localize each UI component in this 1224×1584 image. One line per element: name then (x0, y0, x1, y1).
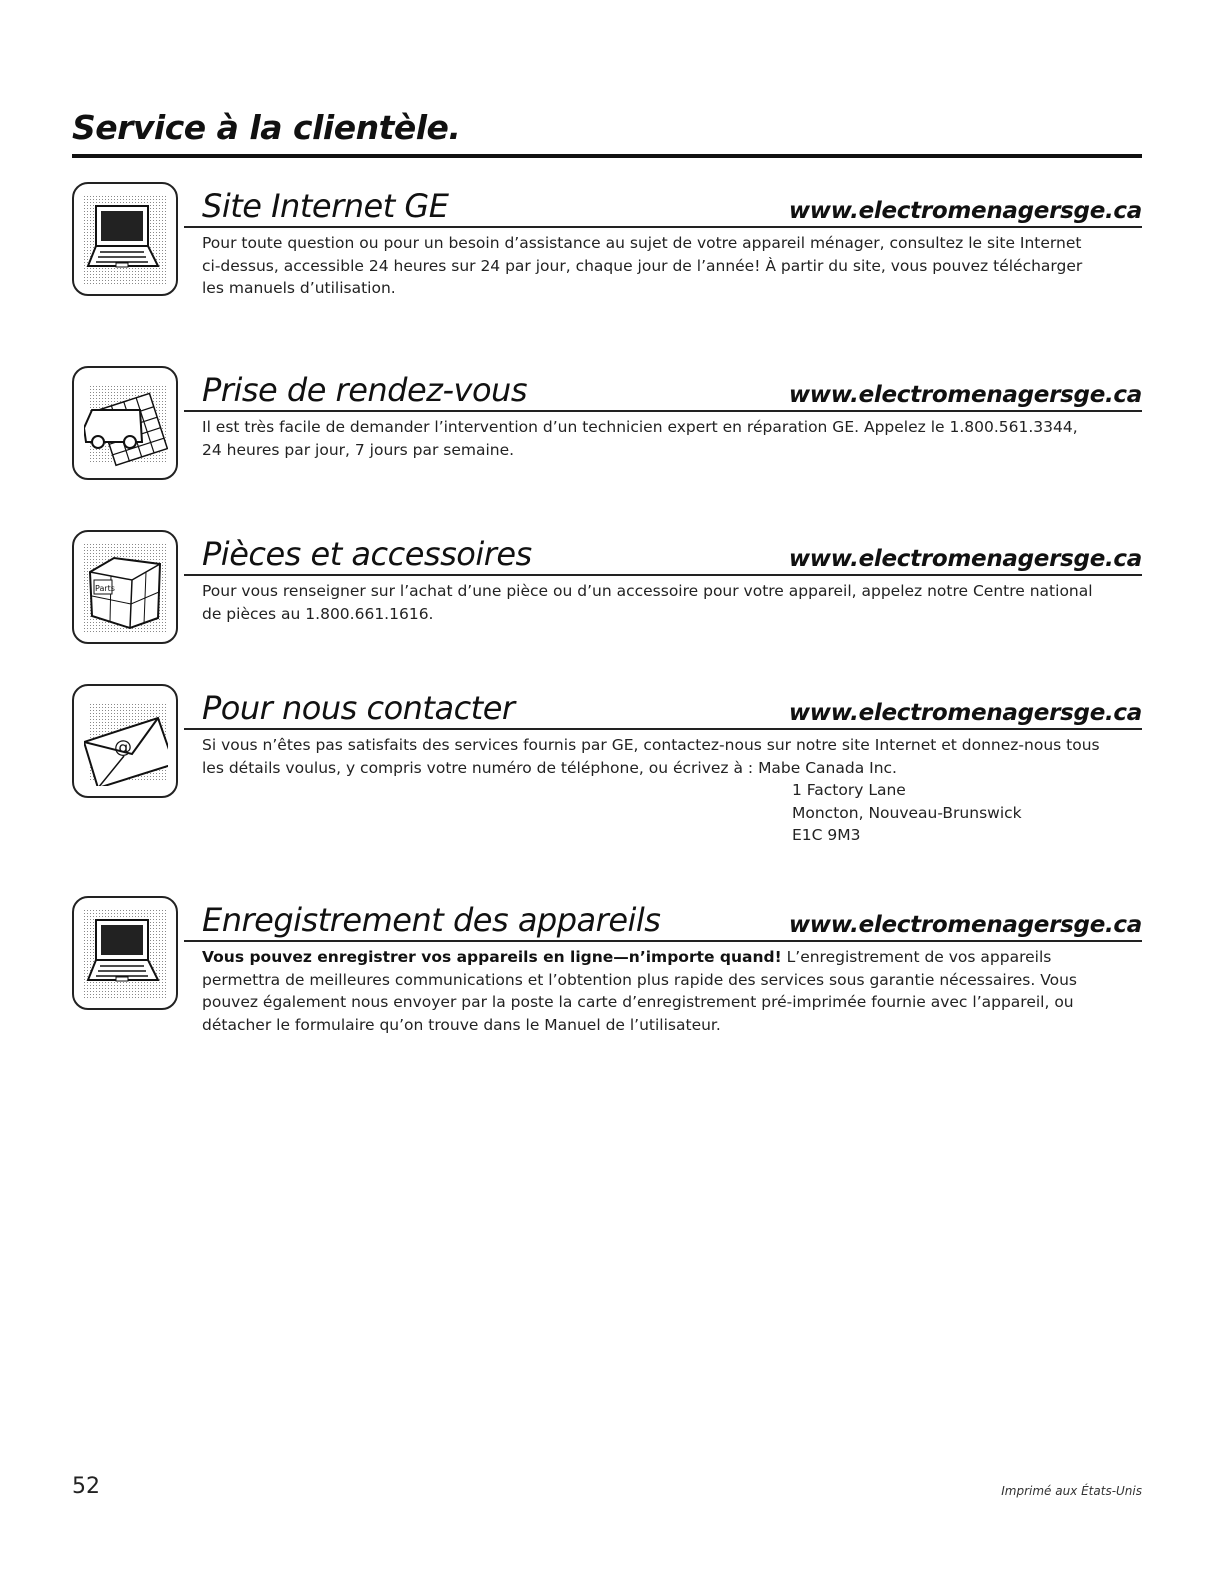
section-title: Site Internet GE (202, 187, 449, 225)
service-van-calendar-icon (72, 366, 178, 480)
section-pour-nous-contacter (72, 684, 1142, 854)
address-line: 1 Factory Lane (792, 781, 906, 800)
address-line: E1C 9M3 (792, 826, 861, 845)
title-rule (72, 154, 1142, 158)
section-body (202, 734, 1102, 847)
section-url-link[interactable]: www.electromenagersge.ca (788, 700, 1142, 726)
section-enregistrement-appareils (72, 896, 1142, 1046)
section-url-link[interactable]: www.electromenagersge.ca (788, 382, 1142, 408)
section-site-internet (72, 182, 1142, 312)
section-body (202, 580, 1102, 625)
section-text: Si vous n’êtes pas satisfaits des services fournis par GE, contactez-nous sur notre site Internet et donnez-nous tous les détails voulus, y compris votre numéro de téléphone, ou écrivez à : Mabe Canada Inc. (202, 736, 1100, 777)
section-text: Pour vous renseigner sur l’achat d’une pièce ou d’un accessoire pour votre appareil, appelez notre Centre national de pièces au 1.800.661.1616. (202, 582, 1093, 623)
section-url-link[interactable]: www.electromenagersge.ca (788, 912, 1142, 938)
page-number: 52 (72, 1474, 100, 1499)
mailing-address (202, 779, 1102, 847)
section-text-rest: L’enregistrement de vos appareils permettra de meilleures communications et l’obtention plus rapide des services sous garantie nécessaires. Vous pouvez également nous envoyer par la poste la carte d’enregistrement pré-imprimée fournie avec l’appareil, ou détacher le formulaire qu’on trouve dans le Manuel de l’utilisateur. (202, 948, 1077, 1034)
section-url-link[interactable]: www.electromenagersge.ca (788, 546, 1142, 572)
section-title: Prise de rendez-vous (202, 371, 527, 409)
email-envelope-icon (72, 684, 178, 798)
section-header (184, 366, 1142, 412)
section-title: Pour nous contacter (202, 689, 515, 727)
parts-box-icon (72, 530, 178, 644)
footer-note: Imprimé aux États-Unis (1001, 1484, 1142, 1498)
section-text (202, 946, 1102, 1036)
laptop-icon (72, 896, 178, 1010)
svg-text:@: @ (114, 737, 132, 758)
section-header (184, 684, 1142, 730)
section-pieces-accessoires (72, 530, 1142, 644)
section-text: Il est très facile de demander l’intervention d’un technicien expert en réparation GE. Appelez le 1.800.561.3344, 24 heures par jour, 7 jours par semaine. (202, 418, 1078, 459)
parts-label: Parts (95, 584, 115, 593)
section-header (184, 530, 1142, 576)
section-header (184, 896, 1142, 942)
section-title: Enregistrement des appareils (202, 901, 661, 939)
page-title: Service à la clientèle. (72, 108, 461, 147)
laptop-icon (72, 182, 178, 296)
section-body (202, 232, 1102, 300)
section-text-bold: Vous pouvez enregistrer vos appareils en ligne—n’importe quand! (202, 948, 782, 966)
address-line: Moncton, Nouveau-Brunswick (792, 803, 1022, 822)
section-body (202, 416, 1102, 461)
section-header (184, 182, 1142, 228)
section-body (202, 946, 1102, 1036)
section-url-link[interactable]: www.electromenagersge.ca (788, 198, 1142, 224)
section-title: Pièces et accessoires (202, 535, 532, 573)
section-prise-rendez-vous (72, 366, 1142, 486)
section-text: Pour toute question ou pour un besoin d’assistance au sujet de votre appareil ménager, consultez le site Internet ci-dessus, accessible 24 heures sur 24 par jour, chaque jour de l’année! À partir du site, vous pouvez télécharger les manuels d’utilisation. (202, 234, 1083, 298)
